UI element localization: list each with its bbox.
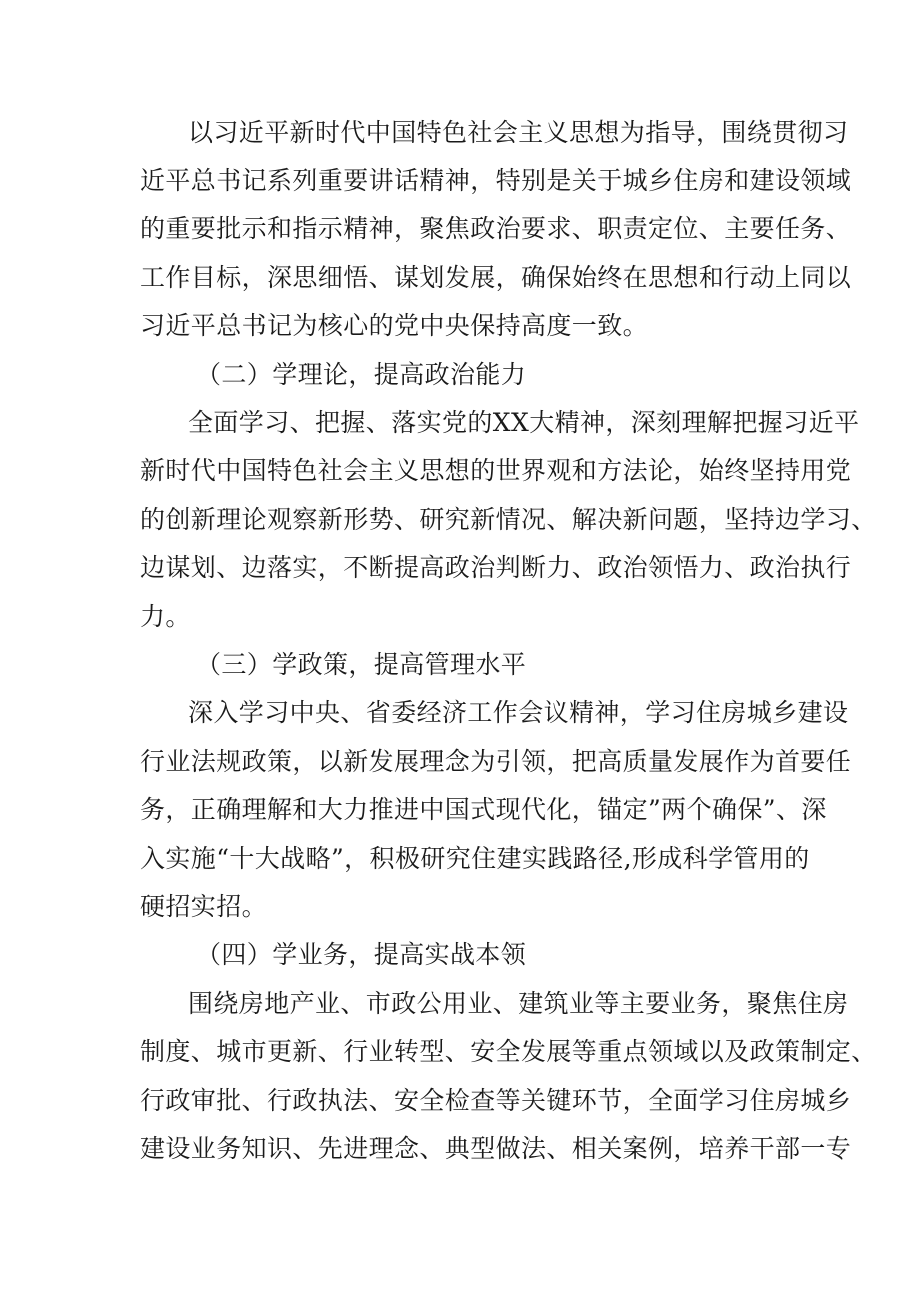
paragraph-line: 工作目标，深思细悟、谋划发展，确保始终在思想和行动上同以: [140, 263, 852, 292]
paragraph-line: 的重要批示和指示精神，聚焦政治要求、职责定位、主要任务、: [140, 214, 852, 243]
paragraph-line: 的创新理论观察新形势、研究新情况、解决新问题，坚持边学习、: [140, 505, 877, 534]
paragraph-line: 全面学习、把握、落实党的XX大精神，深刻理解把握习近平: [188, 408, 860, 437]
paragraph-line: 硬招实招。: [140, 892, 268, 921]
paragraph-line: 新时代中国特色社会主义思想的世界观和方法论，始终坚持用党: [140, 456, 852, 485]
paragraph-line: 行业法规政策，以新发展理念为引领，把高质量发展作为首要任: [140, 747, 852, 776]
paragraph-line: 以习近平新时代中国特色社会主义思想为指导，围绕贯彻习: [188, 118, 849, 147]
paragraph-line: 建设业务知识、先进理念、典型做法、相关案例，培养干部一专: [140, 1134, 852, 1163]
paragraph-line: 围绕房地产业、市政公用业、建筑业等主要业务，聚焦住房: [188, 989, 849, 1018]
paragraph-line: 力。: [140, 602, 191, 631]
paragraph-line: 行政审批、行政执法、安全检查等关键环节，全面学习住房城乡: [140, 1086, 852, 1115]
section-heading: （三）学政策，提高管理水平: [196, 650, 527, 679]
paragraph-line: 习近平总书记为核心的党中央保持高度一致。: [140, 311, 649, 340]
paragraph-line: 深入学习中央、省委经济工作会议精神，学习住房城乡建设: [188, 698, 849, 727]
paragraph-line: 务，正确理解和大力推进中国式现代化，锚定”两个确保”、深: [140, 795, 827, 824]
paragraph-line: 边谋划、边落实，不断提高政治判断力、政治领悟力、政治执行: [140, 553, 852, 582]
paragraph-line: 近平总书记系列重要讲话精神，特别是关于城乡住房和建设领域: [140, 166, 852, 195]
section-heading: （二）学理论，提高政治能力: [196, 360, 527, 389]
paragraph-line: 制度、城市更新、行业转型、安全发展等重点领域以及政策制定、: [140, 1037, 877, 1066]
paragraph-line: 入实施“十大战略”，积极研究住建实践路径,形成科学管用的: [140, 844, 810, 873]
section-heading: （四）学业务，提高实战本领: [196, 940, 527, 969]
